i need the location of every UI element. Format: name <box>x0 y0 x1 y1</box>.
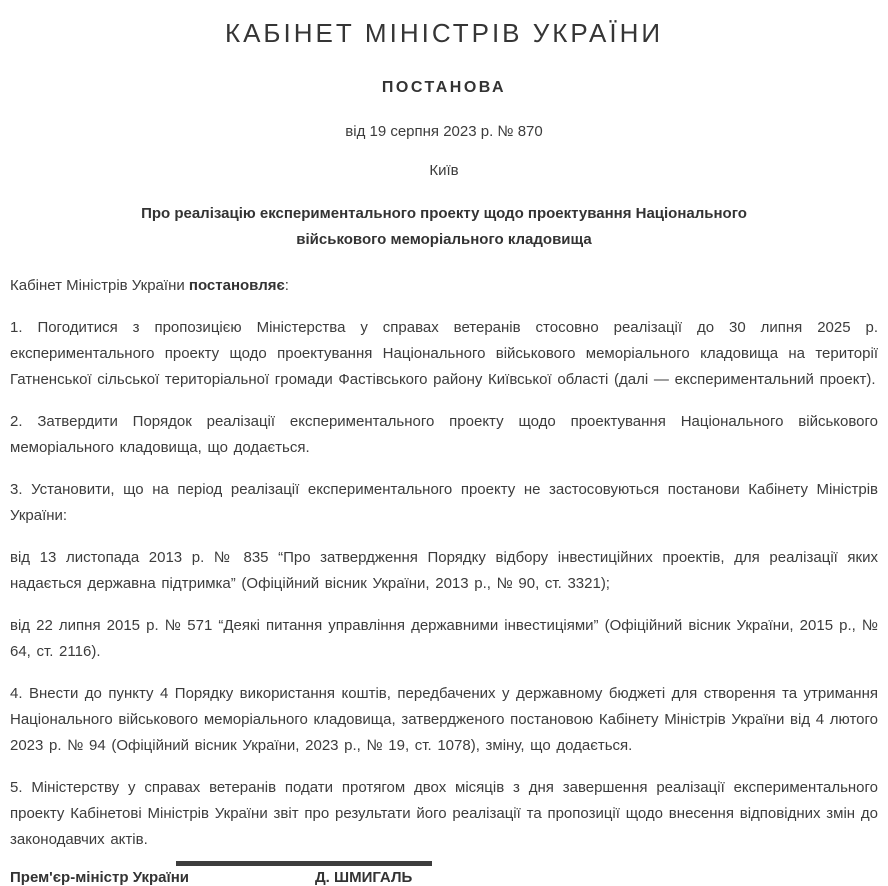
subparagraph-resolution-2015-571: від 22 липня 2015 р. № 571 “Деякі питання управління державними інвестиціями” (Офіційний вісник України, 2015 р., № 64, ст. 2116). <box>10 617 878 660</box>
subparagraph-resolution-2013-835: від 13 листопада 2013 р. № 835 “Про затвердження Порядку відбору інвестиційних проектів, для реалізації яких надається державна підтримка” (Офіційний вісник України, 2013 р., № 90, ст. 3321); <box>10 549 878 592</box>
paragraph-item-4: 4. Внести до пункту 4 Порядку використання коштів, передбачених у державному бюджеті для створення та утримання Національного військового меморіального кладовища, затвердженого постановою Кабінету Міністрів України від 4 лютого 2023 р. № 94 (Офіційний вісник України, 2023 р., № 19, ст. 1078), зміну, що додається. <box>10 685 878 754</box>
paragraph-item-3: 3. Установити, що на період реалізації експериментального проекту не застосовуються постанови Кабінету Міністрів України: <box>10 481 878 524</box>
paragraph-item-1: 1. Погодитися з пропозицією Міністерства у справах ветеранів стосовно реалізації до 30 липня 2025 р. експериментального проекту щодо проектування Національного військового меморіального кладовища на території Гатненської сільської територіальної громади Фастівського району Київської області (далі — експериментальний проект). <box>10 319 878 388</box>
subject-heading: Про реалізацію експериментального проекту щодо проектування Національного військового меморіального кладовища <box>141 205 747 248</box>
cropped-bottom-element <box>176 861 432 866</box>
preamble-suffix: : <box>284 277 289 294</box>
preamble <box>10 273 878 299</box>
signature-row <box>10 869 878 886</box>
signature-name: Д. ШМИГАЛЬ <box>315 869 413 886</box>
date-number-line: від 19 серпня 2023 р. № 870 <box>345 123 543 140</box>
preamble-resolves-word: постановляє <box>188 277 285 294</box>
preamble-prefix: Кабінет Міністрів України <box>10 277 189 294</box>
authority-title: КАБІНЕТ МІНІСТРІВ УКРАЇНИ <box>224 18 664 48</box>
signature-position-title: Прем'єр-міністр України <box>10 869 189 886</box>
city-line: Київ <box>429 162 459 179</box>
paragraph-item-2: 2. Затвердити Порядок реалізації експериментального проекту щодо проектування Національного військового меморіального кладовища, що додається. <box>10 413 878 456</box>
paragraph-item-5: 5. Міністерству у справах ветеранів подати протягом двох місяців з дня завершення реалізації експериментального проекту Кабінетові Міністрів України звіт про результати його реалізації та пропозиції щодо внесення відповідних змін до законодавчих актів. <box>10 779 878 848</box>
doc-type-heading: ПОСТАНОВА <box>381 79 507 96</box>
